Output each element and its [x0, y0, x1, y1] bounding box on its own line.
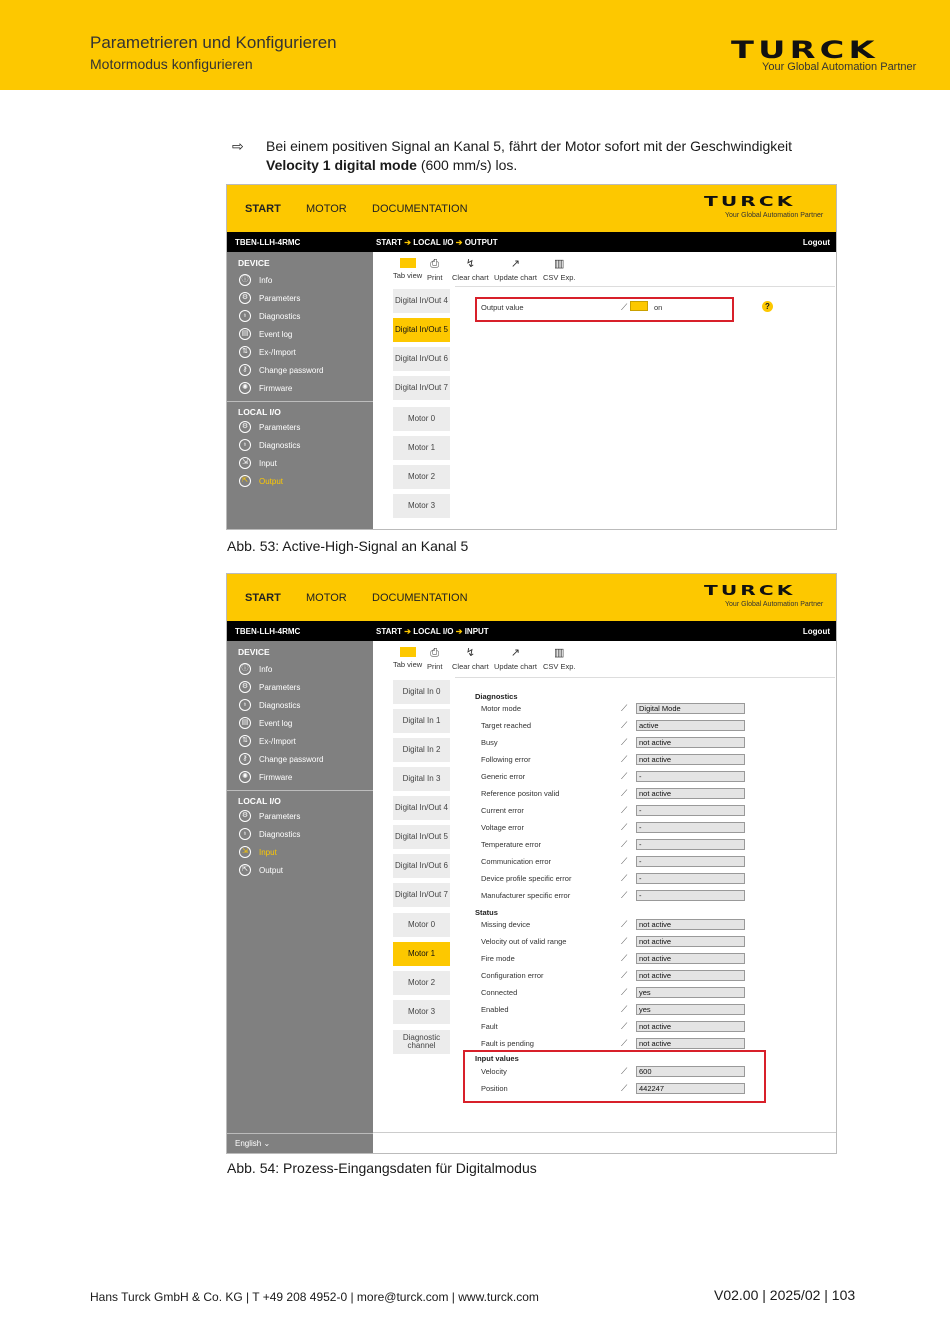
output-icon: ⇱	[239, 864, 251, 876]
language-bar[interactable]	[227, 1133, 373, 1154]
data-row-value: not active	[636, 953, 745, 964]
tab-channel[interactable]: Motor 2	[393, 465, 450, 489]
toolbar-update-chart[interactable]	[494, 647, 537, 671]
sidebar-item-label: Input	[259, 458, 277, 468]
chart-icon[interactable]: ⟋	[621, 703, 628, 713]
sidebar-item-label: Output	[259, 865, 284, 875]
figure-caption-53: Abb. 53: Active-High-Signal an Kanal 5	[227, 538, 469, 554]
toolbar-label: Tab view	[393, 271, 423, 280]
import-export-icon: ⇅	[239, 735, 251, 747]
tab-channel[interactable]: Digital In/Out 5	[393, 318, 450, 342]
sidebar-item-label: Ex-/Import	[259, 736, 296, 746]
data-row-label: Busy	[481, 738, 498, 747]
sidebar-item-parameters[interactable]	[239, 291, 300, 305]
input-icon: ⇲	[239, 846, 251, 858]
stethoscope-icon: ♁	[239, 439, 251, 451]
data-row-value: not active	[636, 737, 745, 748]
figure-caption-54: Abb. 54: Prozess-Eingangsdaten für Digitalmodus	[227, 1160, 537, 1176]
breadcrumb	[376, 238, 498, 247]
key-icon: ⚷	[239, 364, 251, 376]
sidebar-item-change-password[interactable]	[239, 363, 323, 377]
firmware-icon: ✺	[239, 382, 251, 394]
note-text-end: (600 mm/s) los.	[416, 157, 518, 173]
tab-channel[interactable]: Digital In/Out 4	[393, 796, 450, 820]
data-row-label: Missing device	[481, 920, 531, 929]
output-icon: ⇱	[239, 475, 251, 487]
firmware-icon: ✺	[239, 771, 251, 783]
sidebar-item-local-input[interactable]	[239, 456, 277, 470]
nav-motor[interactable]: MOTOR	[306, 203, 347, 215]
content-divider	[455, 677, 835, 678]
event-log-icon: ▤	[239, 328, 251, 340]
sidebar-item-diagnostics[interactable]	[239, 309, 300, 323]
note-text: Bei einem positiven Signal an Kanal 5, fährt der Motor sofort mit der Geschwindigkeit	[266, 138, 793, 154]
toolbar-label: Update chart	[494, 273, 537, 282]
data-row-value: yes	[636, 987, 745, 998]
data-row-label: Following error	[481, 755, 531, 764]
data-row-label: Generic error	[481, 772, 526, 781]
toolbar-csv-exp-[interactable]	[543, 258, 576, 282]
tab-channel[interactable]: Digital In/Out 5	[393, 825, 450, 849]
tab-channel[interactable]: Motor 3	[393, 494, 450, 518]
nav-documentation[interactable]: DOCUMENTATION	[372, 203, 468, 215]
sidebar-item-label: Parameters	[259, 682, 301, 692]
chevron-down-icon: ⌄	[261, 1139, 271, 1148]
turck-logo: TURCK	[704, 195, 796, 210]
breadcrumb-bar	[227, 232, 836, 252]
chart-icon[interactable]: ⟋	[621, 839, 628, 849]
turck-tagline: Your Global Automation Partner	[725, 601, 824, 608]
nav-start[interactable]: START	[245, 203, 281, 215]
tab-channel[interactable]: Digital In/Out 4	[393, 289, 450, 313]
sidebar-item-label: Info	[259, 275, 273, 285]
sidebar-section-local-io: LOCAL I/O	[238, 407, 281, 417]
data-row-value: 600	[636, 1066, 745, 1077]
sidebar-item-label: Event log	[259, 718, 293, 728]
sidebar-divider	[227, 401, 373, 402]
crumb-local-io[interactable]: LOCAL I/O	[413, 238, 454, 247]
sidebar-item-local-input[interactable]	[239, 845, 277, 859]
sidebar-item-label: Parameters	[259, 293, 301, 303]
chart-icon[interactable]: ⟋	[621, 936, 628, 946]
arrow-right-icon: ➔	[402, 238, 414, 247]
tab-channel[interactable]: Motor 2	[393, 971, 450, 995]
toolbar-label: Print	[427, 662, 443, 671]
data-row-value: not active	[636, 1021, 745, 1032]
turck-tagline: Your Global Automation Partner	[762, 61, 917, 73]
gear-icon: ⚙	[239, 421, 251, 433]
output-state: on	[654, 303, 663, 312]
sidebar-item-local-diagnostics[interactable]	[239, 827, 300, 841]
toolbar-label: Print	[427, 273, 443, 282]
toolbar-tab-view[interactable]	[393, 647, 422, 669]
data-row-label: Current error	[481, 806, 524, 815]
toolbar-label: CSV Exp.	[543, 273, 576, 282]
crumb-current: OUTPUT	[464, 238, 498, 247]
data-row-value: not active	[636, 754, 745, 765]
data-row-value: -	[636, 873, 745, 884]
chart-icon[interactable]: ⟋	[621, 1083, 628, 1093]
chart-icon[interactable]: ⟋	[621, 890, 628, 900]
data-row-label: Temperature error	[481, 840, 542, 849]
nav-documentation[interactable]: DOCUMENTATION	[372, 592, 468, 604]
sidebar-item-label: Output	[259, 476, 284, 486]
crumb-start[interactable]: START	[376, 238, 403, 247]
stethoscope-icon: ♁	[239, 828, 251, 840]
info-icon: ⓘ	[239, 274, 251, 286]
sidebar-item-change-password[interactable]	[239, 752, 323, 766]
sidebar	[227, 641, 373, 1133]
toolbar-label: Update chart	[494, 662, 537, 671]
sidebar	[227, 252, 373, 530]
gear-icon: ⚙	[239, 292, 251, 304]
turck-tagline: Your Global Automation Partner	[725, 212, 824, 219]
sidebar-item-local-output[interactable]	[239, 474, 283, 488]
data-row-value: -	[636, 856, 745, 867]
data-row-value: not active	[636, 919, 745, 930]
toolbar-print[interactable]	[427, 647, 442, 671]
toolbar-label: Clear chart	[452, 662, 489, 671]
data-row-label: Device profile specific error	[481, 874, 572, 883]
sidebar-section-device: DEVICE	[238, 258, 270, 268]
nav-motor[interactable]: MOTOR	[306, 592, 347, 604]
page-title: Parametrieren und Konfigurieren	[90, 33, 337, 52]
tab-channel[interactable]: Digital In/Out 6	[393, 347, 450, 371]
sidebar-item-firmware[interactable]	[239, 381, 292, 395]
tab-channel[interactable]: Motor 0	[393, 913, 450, 937]
tab-channel[interactable]: Motor 1	[393, 942, 450, 966]
tab-channel[interactable]: Digital In 2	[393, 738, 450, 762]
footer-contact: Hans Turck GmbH & Co. KG | T +49 208 4952-0 | more@turck.com | www.turck.com	[90, 1290, 539, 1304]
content-divider	[455, 286, 835, 287]
tab-channel[interactable]: Digital In 3	[393, 767, 450, 791]
update-chart-icon: ↗	[510, 258, 521, 270]
data-row-value: not active	[636, 970, 745, 981]
print-icon: ⎙	[430, 258, 440, 270]
chart-icon[interactable]: ⟋	[621, 754, 628, 764]
chart-icon[interactable]: ⟋	[621, 1066, 628, 1076]
sidebar-item-local-diagnostics[interactable]	[239, 438, 300, 452]
update-chart-icon: ↗	[510, 647, 521, 659]
arrow-right-icon: ➔	[402, 627, 414, 636]
sidebar-item-label: Diagnostics	[259, 311, 301, 321]
sidebar-item-label: Ex-/Import	[259, 347, 296, 357]
data-row-label: Motor mode	[481, 704, 522, 713]
group-title: Input values	[475, 1054, 519, 1063]
screenshot-output	[226, 184, 837, 530]
chart-icon[interactable]: ⟋	[621, 302, 628, 312]
sidebar-item-label: Diagnostics	[259, 440, 301, 450]
app-topbar	[227, 185, 836, 232]
footer-version: V02.00 | 2025/02 | 103	[714, 1287, 856, 1303]
sidebar-item-event-log[interactable]	[239, 327, 292, 341]
sidebar-divider	[227, 790, 373, 791]
tab-channel[interactable]: Digital In/Out 7	[393, 883, 450, 907]
crumb-current: INPUT	[464, 627, 489, 636]
sidebar-item-label: Firmware	[259, 772, 293, 782]
data-row-label: Communication error	[481, 857, 552, 866]
sidebar-item-label: Input	[259, 847, 277, 857]
sidebar-item-label: Diagnostics	[259, 829, 301, 839]
import-export-icon: ⇅	[239, 346, 251, 358]
tab-view-icon	[400, 258, 416, 268]
chart-icon[interactable]: ⟋	[621, 720, 628, 730]
tab-channel[interactable]: Motor 3	[393, 1000, 450, 1024]
nav-start[interactable]: START	[245, 592, 281, 604]
device-name: TBEN-LLH-4RMC	[235, 238, 301, 247]
clear-chart-icon: ↯	[465, 647, 475, 659]
chart-icon[interactable]: ⟋	[621, 873, 628, 883]
chart-icon[interactable]: ⟋	[621, 919, 628, 929]
group-title: Diagnostics	[475, 692, 518, 701]
chart-icon[interactable]: ⟋	[621, 1021, 628, 1031]
chart-icon[interactable]: ⟋	[621, 805, 628, 815]
device-name: TBEN-LLH-4RMC	[235, 627, 301, 636]
data-row-label: Configuration error	[481, 971, 544, 980]
note-bold: Velocity 1 digital mode	[266, 157, 417, 173]
data-row-label: Velocity out of valid range	[481, 937, 567, 946]
logout-link[interactable]: Logout	[802, 238, 830, 247]
chart-icon[interactable]: ⟋	[621, 737, 628, 747]
sidebar-section-local-io: LOCAL I/O	[238, 796, 281, 806]
sidebar-item-local-parameters[interactable]	[239, 809, 300, 823]
key-icon: ⚷	[239, 753, 251, 765]
csv-export-icon: ▥	[554, 647, 565, 659]
group-title: Status	[475, 908, 498, 917]
turck-logo: TURCK	[704, 584, 796, 599]
arrow-right-icon: ➔	[453, 238, 465, 247]
data-row-value: not active	[636, 936, 745, 947]
data-row-label: Voltage error	[481, 823, 524, 832]
csv-export-icon: ▥	[554, 258, 565, 270]
chart-icon[interactable]: ⟋	[621, 822, 628, 832]
gear-icon: ⚙	[239, 681, 251, 693]
sidebar-item-event-log[interactable]	[239, 716, 292, 730]
sidebar-item-label: Diagnostics	[259, 700, 301, 710]
toolbar-tab-view[interactable]	[393, 258, 422, 280]
sidebar-item-label: Firmware	[259, 383, 293, 393]
sidebar-item-label: Event log	[259, 329, 293, 339]
print-icon: ⎙	[430, 647, 440, 659]
data-row-value: Digital Mode	[636, 703, 745, 714]
breadcrumb-bar	[227, 621, 836, 641]
bottom-divider	[373, 1132, 837, 1133]
toolbar-print[interactable]	[427, 258, 442, 282]
toolbar-update-chart[interactable]	[494, 258, 537, 282]
chart-icon[interactable]: ⟋	[621, 856, 628, 866]
data-row-label: Position	[481, 1084, 508, 1093]
toolbar-clear-chart[interactable]	[452, 258, 489, 282]
language-selector[interactable]: English	[235, 1139, 262, 1148]
tab-channel[interactable]: Digital In 0	[393, 680, 450, 704]
data-row-value: yes	[636, 1004, 745, 1015]
toolbar-label: Tab view	[393, 660, 423, 669]
crumb-start[interactable]: START	[376, 627, 403, 636]
sidebar-item-firmware[interactable]	[239, 770, 292, 784]
chart-icon[interactable]: ⟋	[621, 970, 628, 980]
data-row-value: active	[636, 720, 745, 731]
data-row-label: Manufacturer specific error	[481, 891, 571, 900]
sidebar-item-label: Info	[259, 664, 273, 674]
data-row-label: Connected	[481, 988, 518, 997]
data-row-value: not active	[636, 1038, 745, 1049]
toggle-switch[interactable]	[630, 301, 648, 311]
sidebar-item-info[interactable]	[239, 662, 272, 676]
chart-icon[interactable]: ⟋	[621, 987, 628, 997]
page-subtitle: Motormodus konfigurieren	[90, 56, 253, 72]
data-row-label: Fault	[481, 1022, 498, 1031]
turck-logo: TURCK	[731, 36, 879, 64]
gear-icon: ⚙	[239, 810, 251, 822]
chart-icon[interactable]: ⟋	[621, 1004, 628, 1014]
sidebar-item-local-output[interactable]	[239, 863, 283, 877]
sidebar-item-info[interactable]	[239, 273, 272, 287]
input-icon: ⇲	[239, 457, 251, 469]
data-row-label: Fault is pending	[481, 1039, 534, 1048]
chart-icon[interactable]: ⟋	[621, 771, 628, 781]
sidebar-section-device: DEVICE	[238, 647, 270, 657]
sidebar-item-ex-import[interactable]	[239, 734, 296, 748]
crumb-local-io[interactable]: LOCAL I/O	[413, 627, 454, 636]
data-row-label: Reference positon valid	[481, 789, 560, 798]
arrow-right-icon: ➔	[453, 627, 465, 636]
sidebar-item-label: Change password	[259, 365, 324, 375]
data-row-value: 442247	[636, 1083, 745, 1094]
tab-channel[interactable]: Diagnostic channel	[393, 1030, 450, 1054]
data-row-value: not active	[636, 788, 745, 799]
tab-view-icon	[400, 647, 416, 657]
data-row-value: -	[636, 890, 745, 901]
screenshot-input	[226, 573, 837, 1154]
highlight-box	[463, 1050, 766, 1103]
data-row-value: -	[636, 839, 745, 850]
stethoscope-icon: ♁	[239, 310, 251, 322]
sidebar-item-diagnostics[interactable]	[239, 698, 300, 712]
data-row-label: Fire mode	[481, 954, 515, 963]
sidebar-item-ex-import[interactable]	[239, 345, 296, 359]
arrow-right-icon: ⇨	[232, 138, 244, 154]
data-row-value: -	[636, 822, 745, 833]
data-row-value: -	[636, 805, 745, 816]
toolbar-label: CSV Exp.	[543, 662, 576, 671]
logout-link[interactable]: Logout	[802, 627, 830, 636]
help-icon[interactable]: ?	[762, 301, 773, 312]
data-row-label: Target reached	[481, 721, 532, 730]
chart-icon[interactable]: ⟋	[621, 1038, 628, 1048]
data-row-value: -	[636, 771, 745, 782]
tab-channel[interactable]: Digital In/Out 6	[393, 854, 450, 878]
sidebar-item-local-parameters[interactable]	[239, 420, 300, 434]
app-topbar	[227, 574, 836, 621]
tab-channel[interactable]: Motor 0	[393, 407, 450, 431]
toolbar-label: Clear chart	[452, 273, 489, 282]
tab-channel[interactable]: Motor 1	[393, 436, 450, 460]
sidebar-item-label: Parameters	[259, 811, 301, 821]
toolbar-clear-chart[interactable]	[452, 647, 489, 671]
chart-icon[interactable]: ⟋	[621, 953, 628, 963]
breadcrumb	[376, 627, 489, 636]
tab-channel[interactable]: Digital In 1	[393, 709, 450, 733]
clear-chart-icon: ↯	[465, 258, 475, 270]
output-value-label: Output value	[481, 303, 524, 312]
data-row-label: Enabled	[481, 1005, 509, 1014]
sidebar-item-parameters[interactable]	[239, 680, 300, 694]
sidebar-item-label: Parameters	[259, 422, 301, 432]
chart-icon[interactable]: ⟋	[621, 788, 628, 798]
data-row-label: Velocity	[481, 1067, 507, 1076]
page-header	[0, 0, 950, 90]
event-log-icon: ▤	[239, 717, 251, 729]
sidebar-item-label: Change password	[259, 754, 324, 764]
tab-channel[interactable]: Digital In/Out 7	[393, 376, 450, 400]
info-icon: ⓘ	[239, 663, 251, 675]
stethoscope-icon: ♁	[239, 699, 251, 711]
toolbar-csv-exp-[interactable]	[543, 647, 576, 671]
